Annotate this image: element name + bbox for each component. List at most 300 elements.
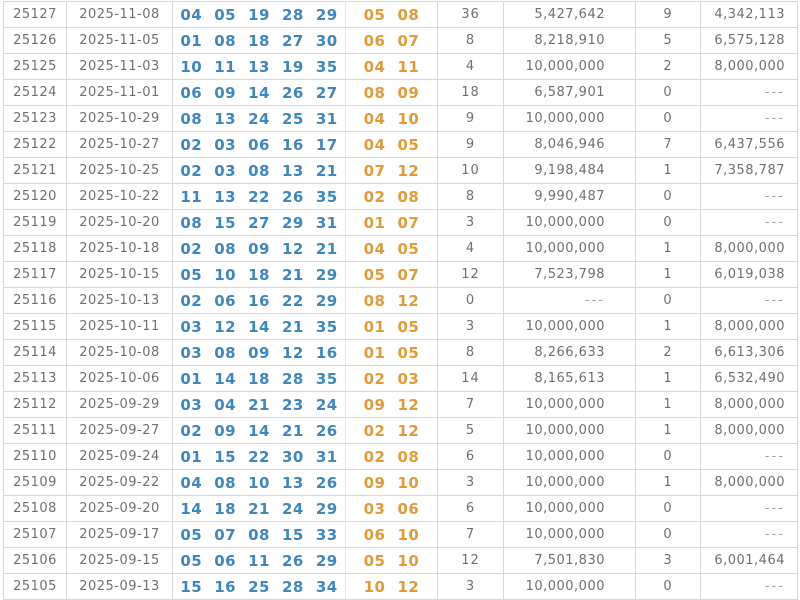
first-prize-amount-cell: 10,000,000 <box>504 418 636 444</box>
back-numbers-cell <box>346 314 438 340</box>
back-ball-number: 08 <box>397 448 420 466</box>
first-prize-count-cell: 36 <box>438 2 504 28</box>
front-ball-number: 30 <box>315 32 338 50</box>
back-ball-number: 05 <box>397 318 420 336</box>
back-ball-number: 10 <box>397 474 420 492</box>
table-row <box>4 522 798 548</box>
back-numbers-cell <box>346 80 438 106</box>
front-numbers-cell <box>173 340 346 366</box>
front-ball-number: 14 <box>248 84 270 102</box>
front-ball-number: 08 <box>214 474 237 492</box>
back-ball-number: 07 <box>363 162 386 180</box>
date-cell: 2025-10-27 <box>67 132 173 158</box>
first-prize-amount-cell: 10,000,000 <box>504 444 636 470</box>
back-ball-number: 02 <box>363 448 386 466</box>
table-row <box>4 288 798 314</box>
front-ball-number: 13 <box>281 474 304 492</box>
front-ball-number: 19 <box>281 58 304 76</box>
first-prize-amount-cell: 10,000,000 <box>504 106 636 132</box>
back-numbers-cell <box>346 2 438 28</box>
first-prize-count-cell: 4 <box>438 236 504 262</box>
front-numbers-cell <box>173 262 346 288</box>
front-numbers-cell <box>173 132 346 158</box>
front-ball-number: 04 <box>180 474 203 492</box>
first-prize-amount-cell: 8,266,633 <box>504 340 636 366</box>
first-prize-amount-cell: 9,198,484 <box>504 158 636 184</box>
front-ball-number: 26 <box>281 84 304 102</box>
first-prize-count-cell: 3 <box>438 470 504 496</box>
date-cell: 2025-09-22 <box>67 470 173 496</box>
back-numbers-cell <box>346 496 438 522</box>
front-numbers-cell <box>173 444 346 470</box>
front-numbers-cell <box>173 574 346 600</box>
back-ball-number: 07 <box>397 266 420 284</box>
first-prize-amount-cell: 9,990,487 <box>504 184 636 210</box>
front-ball-number: 18 <box>214 500 237 518</box>
front-ball-number: 10 <box>248 474 270 492</box>
first-prize-count-cell: 8 <box>438 340 504 366</box>
front-numbers-cell <box>173 366 346 392</box>
back-ball-number: 10 <box>397 552 420 570</box>
front-ball-number: 01 <box>180 32 203 50</box>
front-ball-number: 02 <box>180 240 203 258</box>
table-row <box>4 366 798 392</box>
first-prize-amount-cell: 8,046,946 <box>504 132 636 158</box>
second-prize-amount-cell: 8,000,000 <box>701 314 798 340</box>
second-prize-count-cell: 1 <box>636 236 701 262</box>
front-ball-number: 06 <box>248 136 270 154</box>
second-prize-amount-cell: 8,000,000 <box>701 470 798 496</box>
second-prize-count-cell: 1 <box>636 262 701 288</box>
front-numbers-cell <box>173 28 346 54</box>
back-ball-number: 06 <box>363 526 386 544</box>
issue-cell: 25111 <box>4 418 67 444</box>
front-ball-number: 28 <box>281 6 304 24</box>
table-row <box>4 184 798 210</box>
first-prize-count-cell: 3 <box>438 574 504 600</box>
date-cell: 2025-09-13 <box>67 574 173 600</box>
date-cell: 2025-10-06 <box>67 366 173 392</box>
front-ball-number: 34 <box>315 578 338 596</box>
front-ball-number: 24 <box>248 110 270 128</box>
issue-cell: 25126 <box>4 28 67 54</box>
date-cell: 2025-11-05 <box>67 28 173 54</box>
second-prize-amount-cell: 6,437,556 <box>701 132 798 158</box>
back-ball-number: 02 <box>363 370 386 388</box>
first-prize-amount-cell: 10,000,000 <box>504 470 636 496</box>
front-ball-number: 22 <box>248 448 270 466</box>
front-ball-number: 08 <box>214 32 237 50</box>
second-prize-amount-cell: --- <box>701 522 798 548</box>
first-prize-count-cell: 7 <box>438 522 504 548</box>
front-ball-number: 05 <box>180 266 203 284</box>
front-numbers-cell <box>173 210 346 236</box>
front-ball-number: 08 <box>214 240 237 258</box>
second-prize-count-cell: 0 <box>636 210 701 236</box>
front-ball-number: 23 <box>281 396 304 414</box>
second-prize-count-cell: 1 <box>636 158 701 184</box>
second-prize-amount-cell: 7,358,787 <box>701 158 798 184</box>
date-cell: 2025-10-18 <box>67 236 173 262</box>
issue-cell: 25121 <box>4 158 67 184</box>
front-numbers-cell <box>173 236 346 262</box>
back-numbers-cell <box>346 574 438 600</box>
front-ball-number: 18 <box>248 370 270 388</box>
back-ball-number: 05 <box>397 136 420 154</box>
front-ball-number: 16 <box>281 136 304 154</box>
table-row <box>4 106 798 132</box>
back-ball-number: 08 <box>363 292 386 310</box>
first-prize-count-cell: 14 <box>438 366 504 392</box>
front-ball-number: 03 <box>180 318 203 336</box>
front-ball-number: 10 <box>214 266 237 284</box>
front-ball-number: 02 <box>180 162 203 180</box>
lottery-results-table <box>3 1 798 600</box>
back-numbers-cell <box>346 158 438 184</box>
back-ball-number: 12 <box>397 396 420 414</box>
front-ball-number: 02 <box>180 136 203 154</box>
front-ball-number: 06 <box>214 552 237 570</box>
first-prize-count-cell: 3 <box>438 210 504 236</box>
back-numbers-cell <box>346 106 438 132</box>
front-numbers-cell <box>173 392 346 418</box>
first-prize-amount-cell: 10,000,000 <box>504 210 636 236</box>
second-prize-count-cell: 7 <box>636 132 701 158</box>
front-ball-number: 11 <box>248 552 270 570</box>
back-numbers-cell <box>346 418 438 444</box>
front-ball-number: 15 <box>214 214 237 232</box>
front-ball-number: 09 <box>214 84 237 102</box>
second-prize-count-cell: 0 <box>636 574 701 600</box>
date-cell: 2025-09-24 <box>67 444 173 470</box>
back-numbers-cell <box>346 262 438 288</box>
second-prize-count-cell: 5 <box>636 28 701 54</box>
front-ball-number: 13 <box>248 58 270 76</box>
front-ball-number: 31 <box>315 448 338 466</box>
date-cell: 2025-09-27 <box>67 418 173 444</box>
front-ball-number: 03 <box>214 136 237 154</box>
first-prize-amount-cell: 6,587,901 <box>504 80 636 106</box>
first-prize-count-cell: 8 <box>438 28 504 54</box>
second-prize-count-cell: 1 <box>636 366 701 392</box>
back-ball-number: 03 <box>397 370 420 388</box>
front-ball-number: 26 <box>281 188 304 206</box>
front-ball-number: 04 <box>180 6 203 24</box>
front-ball-number: 03 <box>180 396 203 414</box>
front-ball-number: 27 <box>281 32 304 50</box>
issue-cell: 25119 <box>4 210 67 236</box>
back-ball-number: 11 <box>397 58 420 76</box>
front-ball-number: 26 <box>315 474 338 492</box>
front-ball-number: 05 <box>214 6 237 24</box>
first-prize-amount-cell: 10,000,000 <box>504 392 636 418</box>
date-cell: 2025-10-22 <box>67 184 173 210</box>
issue-cell: 25127 <box>4 2 67 28</box>
issue-cell: 25123 <box>4 106 67 132</box>
second-prize-amount-cell: 8,000,000 <box>701 392 798 418</box>
first-prize-count-cell: 5 <box>438 418 504 444</box>
table-row <box>4 28 798 54</box>
first-prize-count-cell: 8 <box>438 184 504 210</box>
front-ball-number: 08 <box>180 110 203 128</box>
table-row <box>4 158 798 184</box>
second-prize-count-cell: 2 <box>636 340 701 366</box>
front-ball-number: 09 <box>248 240 270 258</box>
front-ball-number: 03 <box>180 344 203 362</box>
second-prize-amount-cell: --- <box>701 574 798 600</box>
front-ball-number: 10 <box>180 58 203 76</box>
back-ball-number: 01 <box>363 344 386 362</box>
table-row <box>4 2 798 28</box>
first-prize-count-cell: 7 <box>438 392 504 418</box>
date-cell: 2025-11-01 <box>67 80 173 106</box>
front-ball-number: 35 <box>315 370 338 388</box>
front-ball-number: 13 <box>214 110 237 128</box>
date-cell: 2025-10-08 <box>67 340 173 366</box>
front-ball-number: 13 <box>214 188 237 206</box>
front-ball-number: 01 <box>180 370 203 388</box>
second-prize-count-cell: 2 <box>636 54 701 80</box>
front-ball-number: 28 <box>281 370 304 388</box>
first-prize-amount-cell: --- <box>504 288 636 314</box>
second-prize-count-cell: 1 <box>636 418 701 444</box>
back-ball-number: 06 <box>363 32 386 50</box>
table-row <box>4 392 798 418</box>
front-ball-number: 29 <box>315 552 338 570</box>
front-ball-number: 29 <box>315 500 338 518</box>
second-prize-count-cell: 0 <box>636 522 701 548</box>
back-numbers-cell <box>346 548 438 574</box>
table-row <box>4 262 798 288</box>
front-numbers-cell <box>173 106 346 132</box>
date-cell: 2025-09-17 <box>67 522 173 548</box>
table-row <box>4 470 798 496</box>
front-ball-number: 02 <box>180 292 203 310</box>
back-ball-number: 07 <box>397 32 420 50</box>
back-ball-number: 07 <box>397 214 420 232</box>
front-ball-number: 25 <box>281 110 304 128</box>
front-numbers-cell <box>173 522 346 548</box>
back-numbers-cell <box>346 392 438 418</box>
front-ball-number: 29 <box>315 292 338 310</box>
front-ball-number: 26 <box>281 552 304 570</box>
back-numbers-cell <box>346 444 438 470</box>
front-ball-number: 21 <box>281 266 304 284</box>
front-numbers-cell <box>173 80 346 106</box>
front-numbers-cell <box>173 418 346 444</box>
issue-cell: 25108 <box>4 496 67 522</box>
second-prize-count-cell: 1 <box>636 392 701 418</box>
date-cell: 2025-10-15 <box>67 262 173 288</box>
second-prize-count-cell: 0 <box>636 496 701 522</box>
results-body <box>4 2 798 600</box>
table-row <box>4 548 798 574</box>
front-ball-number: 03 <box>214 162 237 180</box>
issue-cell: 25110 <box>4 444 67 470</box>
date-cell: 2025-10-13 <box>67 288 173 314</box>
back-ball-number: 10 <box>397 110 420 128</box>
front-ball-number: 35 <box>315 58 338 76</box>
issue-cell: 25116 <box>4 288 67 314</box>
front-ball-number: 14 <box>248 318 270 336</box>
second-prize-amount-cell: --- <box>701 496 798 522</box>
second-prize-amount-cell: --- <box>701 288 798 314</box>
issue-cell: 25112 <box>4 392 67 418</box>
front-ball-number: 27 <box>315 84 338 102</box>
front-ball-number: 28 <box>281 578 304 596</box>
front-numbers-cell <box>173 496 346 522</box>
front-ball-number: 05 <box>180 526 203 544</box>
second-prize-amount-cell: 6,575,128 <box>701 28 798 54</box>
second-prize-amount-cell: 6,019,038 <box>701 262 798 288</box>
back-ball-number: 06 <box>397 500 420 518</box>
front-ball-number: 06 <box>180 84 203 102</box>
front-ball-number: 21 <box>248 500 270 518</box>
back-ball-number: 08 <box>397 6 420 24</box>
issue-cell: 25113 <box>4 366 67 392</box>
issue-cell: 25124 <box>4 80 67 106</box>
issue-cell: 25115 <box>4 314 67 340</box>
front-ball-number: 31 <box>315 214 338 232</box>
second-prize-amount-cell: 8,000,000 <box>701 418 798 444</box>
issue-cell: 25117 <box>4 262 67 288</box>
front-numbers-cell <box>173 470 346 496</box>
back-numbers-cell <box>346 470 438 496</box>
back-ball-number: 12 <box>397 578 420 596</box>
date-cell: 2025-11-03 <box>67 54 173 80</box>
first-prize-amount-cell: 10,000,000 <box>504 236 636 262</box>
first-prize-amount-cell: 5,427,642 <box>504 2 636 28</box>
front-ball-number: 01 <box>180 448 203 466</box>
second-prize-amount-cell: --- <box>701 106 798 132</box>
back-ball-number: 12 <box>397 422 420 440</box>
second-prize-amount-cell: --- <box>701 444 798 470</box>
issue-cell: 25118 <box>4 236 67 262</box>
back-numbers-cell <box>346 366 438 392</box>
date-cell: 2025-10-11 <box>67 314 173 340</box>
first-prize-count-cell: 9 <box>438 106 504 132</box>
first-prize-amount-cell: 7,523,798 <box>504 262 636 288</box>
back-ball-number: 04 <box>363 58 386 76</box>
table-row <box>4 210 798 236</box>
back-ball-number: 09 <box>363 474 386 492</box>
front-ball-number: 08 <box>214 344 237 362</box>
issue-cell: 25105 <box>4 574 67 600</box>
front-ball-number: 04 <box>214 396 237 414</box>
second-prize-count-cell: 0 <box>636 184 701 210</box>
back-numbers-cell <box>346 340 438 366</box>
second-prize-amount-cell: --- <box>701 80 798 106</box>
first-prize-amount-cell: 7,501,830 <box>504 548 636 574</box>
first-prize-amount-cell: 10,000,000 <box>504 574 636 600</box>
issue-cell: 25109 <box>4 470 67 496</box>
back-numbers-cell <box>346 54 438 80</box>
issue-cell: 25122 <box>4 132 67 158</box>
second-prize-amount-cell: 6,532,490 <box>701 366 798 392</box>
front-ball-number: 09 <box>214 422 237 440</box>
front-ball-number: 15 <box>180 578 203 596</box>
front-ball-number: 19 <box>248 6 270 24</box>
second-prize-count-cell: 3 <box>636 548 701 574</box>
front-ball-number: 31 <box>315 110 338 128</box>
front-ball-number: 14 <box>248 422 270 440</box>
issue-cell: 25107 <box>4 522 67 548</box>
front-ball-number: 12 <box>281 240 304 258</box>
front-ball-number: 18 <box>248 32 270 50</box>
first-prize-amount-cell: 10,000,000 <box>504 496 636 522</box>
second-prize-amount-cell: 4,342,113 <box>701 2 798 28</box>
back-numbers-cell <box>346 184 438 210</box>
front-numbers-cell <box>173 54 346 80</box>
front-ball-number: 08 <box>248 526 270 544</box>
first-prize-count-cell: 4 <box>438 54 504 80</box>
front-ball-number: 22 <box>281 292 304 310</box>
front-ball-number: 17 <box>315 136 338 154</box>
date-cell: 2025-11-08 <box>67 2 173 28</box>
date-cell: 2025-10-25 <box>67 158 173 184</box>
first-prize-count-cell: 10 <box>438 158 504 184</box>
first-prize-count-cell: 6 <box>438 444 504 470</box>
front-ball-number: 29 <box>281 214 304 232</box>
first-prize-count-cell: 12 <box>438 548 504 574</box>
second-prize-count-cell: 0 <box>636 288 701 314</box>
front-ball-number: 21 <box>315 162 338 180</box>
back-ball-number: 01 <box>363 318 386 336</box>
first-prize-count-cell: 3 <box>438 314 504 340</box>
front-ball-number: 07 <box>214 526 237 544</box>
front-ball-number: 26 <box>315 422 338 440</box>
second-prize-amount-cell: 6,001,464 <box>701 548 798 574</box>
front-ball-number: 15 <box>214 448 237 466</box>
front-numbers-cell <box>173 158 346 184</box>
issue-cell: 25106 <box>4 548 67 574</box>
first-prize-count-cell: 12 <box>438 262 504 288</box>
back-ball-number: 09 <box>397 84 420 102</box>
front-ball-number: 08 <box>248 162 270 180</box>
back-ball-number: 05 <box>397 240 420 258</box>
front-ball-number: 33 <box>315 526 338 544</box>
back-ball-number: 08 <box>363 84 386 102</box>
front-ball-number: 09 <box>248 344 270 362</box>
back-ball-number: 05 <box>363 552 386 570</box>
back-ball-number: 04 <box>363 240 386 258</box>
second-prize-count-cell: 0 <box>636 80 701 106</box>
issue-cell: 25125 <box>4 54 67 80</box>
first-prize-amount-cell: 8,218,910 <box>504 28 636 54</box>
front-ball-number: 27 <box>248 214 270 232</box>
front-numbers-cell <box>173 288 346 314</box>
back-ball-number: 02 <box>363 422 386 440</box>
back-ball-number: 12 <box>397 292 420 310</box>
front-ball-number: 25 <box>248 578 270 596</box>
second-prize-count-cell: 9 <box>636 2 701 28</box>
front-ball-number: 35 <box>315 188 338 206</box>
table-row <box>4 236 798 262</box>
date-cell: 2025-09-15 <box>67 548 173 574</box>
front-ball-number: 11 <box>214 58 237 76</box>
front-ball-number: 08 <box>180 214 203 232</box>
first-prize-count-cell: 6 <box>438 496 504 522</box>
second-prize-count-cell: 1 <box>636 314 701 340</box>
back-ball-number: 10 <box>363 578 386 596</box>
table-row <box>4 574 798 600</box>
front-ball-number: 21 <box>248 396 270 414</box>
second-prize-amount-cell: --- <box>701 184 798 210</box>
back-numbers-cell <box>346 28 438 54</box>
front-ball-number: 15 <box>281 526 304 544</box>
front-ball-number: 29 <box>315 6 338 24</box>
front-ball-number: 24 <box>315 396 338 414</box>
